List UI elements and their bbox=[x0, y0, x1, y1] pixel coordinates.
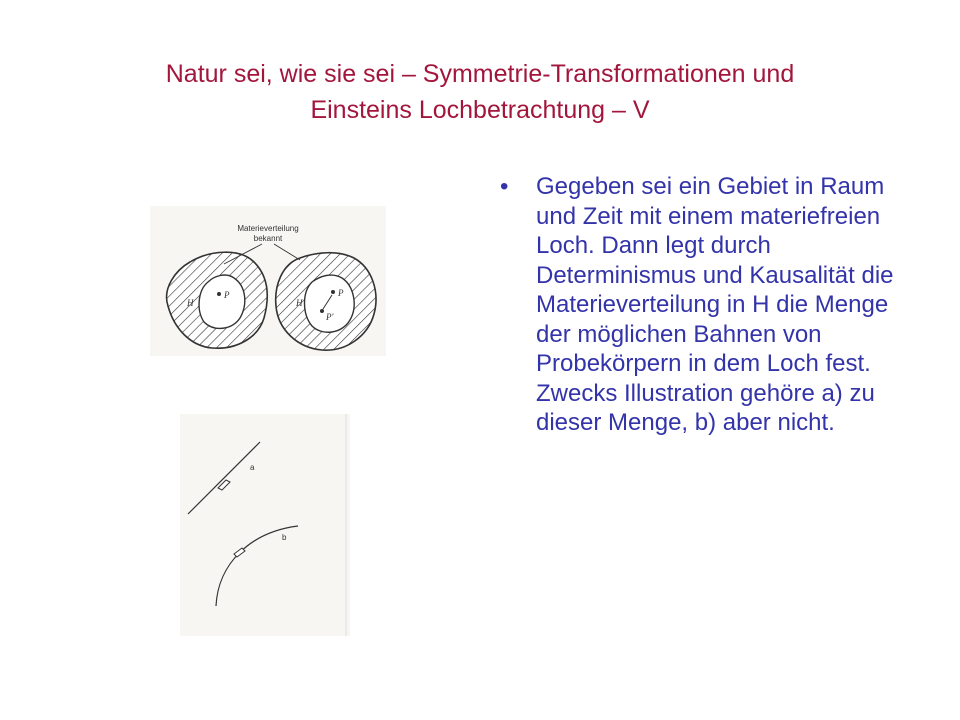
slide-title-line-2: Einsteins Lochbetrachtung – V bbox=[310, 96, 650, 124]
bullet-text: Gegeben sei ein Gebiet in Raum und Zeit mit einem materiefreien Loch. Dann legt durch Determinismus und Kausalität die Materieverteilung in H die Menge der möglichen Bahnen von Probekörpern in dem Loch fest. Zwecks Illustration gehöre a) zu dieser Menge, b) aber nicht. bbox=[536, 173, 894, 436]
slide-title-line-1: Natur sei, wie sie sei – Symmetrie-Transformationen und bbox=[165, 60, 795, 88]
figure-background-bottom bbox=[180, 414, 350, 636]
bullet-marker: • bbox=[500, 173, 509, 200]
label-a: a bbox=[250, 463, 255, 472]
point-label-p-left: P bbox=[224, 290, 230, 300]
slide-title bbox=[60, 56, 900, 128]
caption-line-2: bekannt bbox=[253, 234, 283, 243]
point-p-prime bbox=[320, 309, 324, 313]
hole-argument-figure bbox=[150, 206, 386, 356]
bullet-list bbox=[500, 172, 910, 438]
label-b: b bbox=[282, 533, 287, 542]
point-label-p-prime: P' bbox=[326, 312, 334, 322]
region-label-h-right: H bbox=[296, 298, 303, 308]
region-label-h-left: H bbox=[187, 298, 194, 308]
point-p-right bbox=[331, 290, 335, 294]
point-p-left bbox=[217, 292, 221, 296]
hole-right bbox=[305, 275, 355, 332]
trajectories-figure bbox=[180, 414, 350, 636]
caption-line-1: Materieverteilung bbox=[237, 224, 299, 233]
point-label-p-right: P bbox=[338, 288, 344, 298]
hole-left bbox=[199, 275, 245, 328]
